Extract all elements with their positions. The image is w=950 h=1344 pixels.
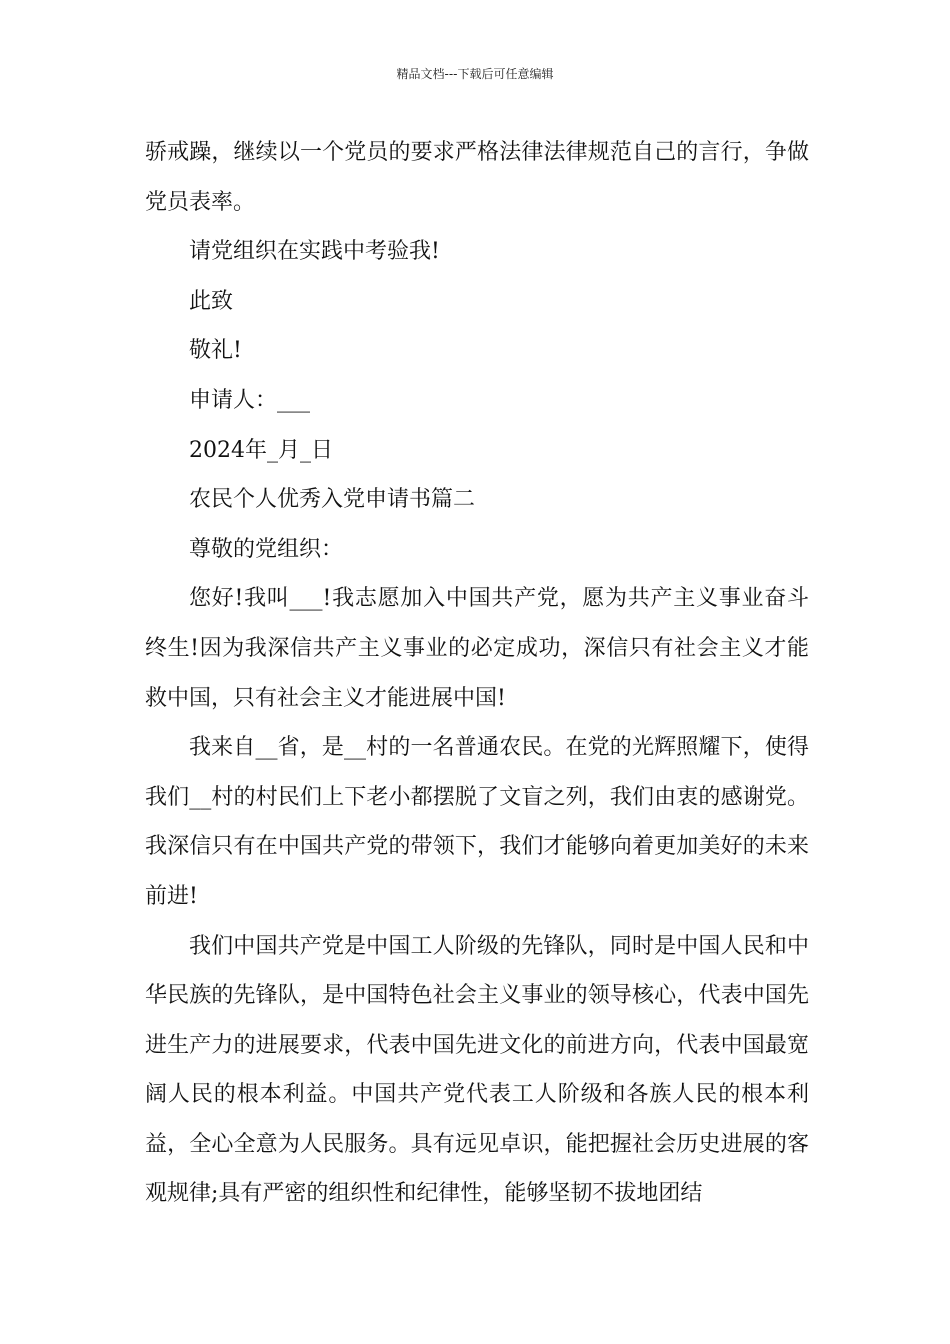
section-title: 农民个人优秀入党申请书篇二 <box>189 487 476 513</box>
paragraph-party: 我们中国共产党是中国工人阶级的先锋队，同时是中国人民和中华民族的先锋队，是中国特色社会主义事业的领导核心，代表中国先进生产力的进展要求，代表中国先进文化的前进方向，代表中国最宽阔人民的根本利益。中国共产党代表工人阶级和各族人民的根本利益，全心全意为人民服务。具有远见卓识，能把握社会历史进展的客观规律;具有严密的组织性和纪律性，能够坚韧不拔地团结 <box>145 933 809 1207</box>
paragraph-origin: 我来自__省，是__村的一名普通农民。在党的光辉照耀下，使得我们__村的村民们上下老小都摆脱了文盲之列，我们由衷的感谢党。我深信只有在中国共产党的带领下，我们才能够向着更加美好的未来前进! <box>145 735 809 909</box>
paragraph-request: 请党组织在实践中考验我! <box>189 239 440 265</box>
paragraph-salutation-1: 此致 <box>189 288 234 314</box>
paragraph-greeting: 尊敬的党组织： <box>189 536 344 562</box>
paragraph-intro: 您好!我叫___!我志愿加入中国共产党，愿为共产主义事业奋斗终生!因为我深信共产主义事业的必定成功，深信只有社会主义才能救中国，只有社会主义才能进展中国! <box>145 586 809 711</box>
paragraph-continuation: 骄戒躁，继续以一个党员的要求严格法律法律规范自己的言行，争做党员表率。 <box>145 140 809 215</box>
document-body <box>145 128 809 1219</box>
paragraph-salutation-2: 敬礼! <box>189 338 242 364</box>
page-header: 精品文档---下载后可任意编辑 <box>396 67 554 81</box>
paragraph-applicant: 申请人：___ <box>189 387 311 413</box>
paragraph-date: 2024年_月_日 <box>189 437 333 463</box>
